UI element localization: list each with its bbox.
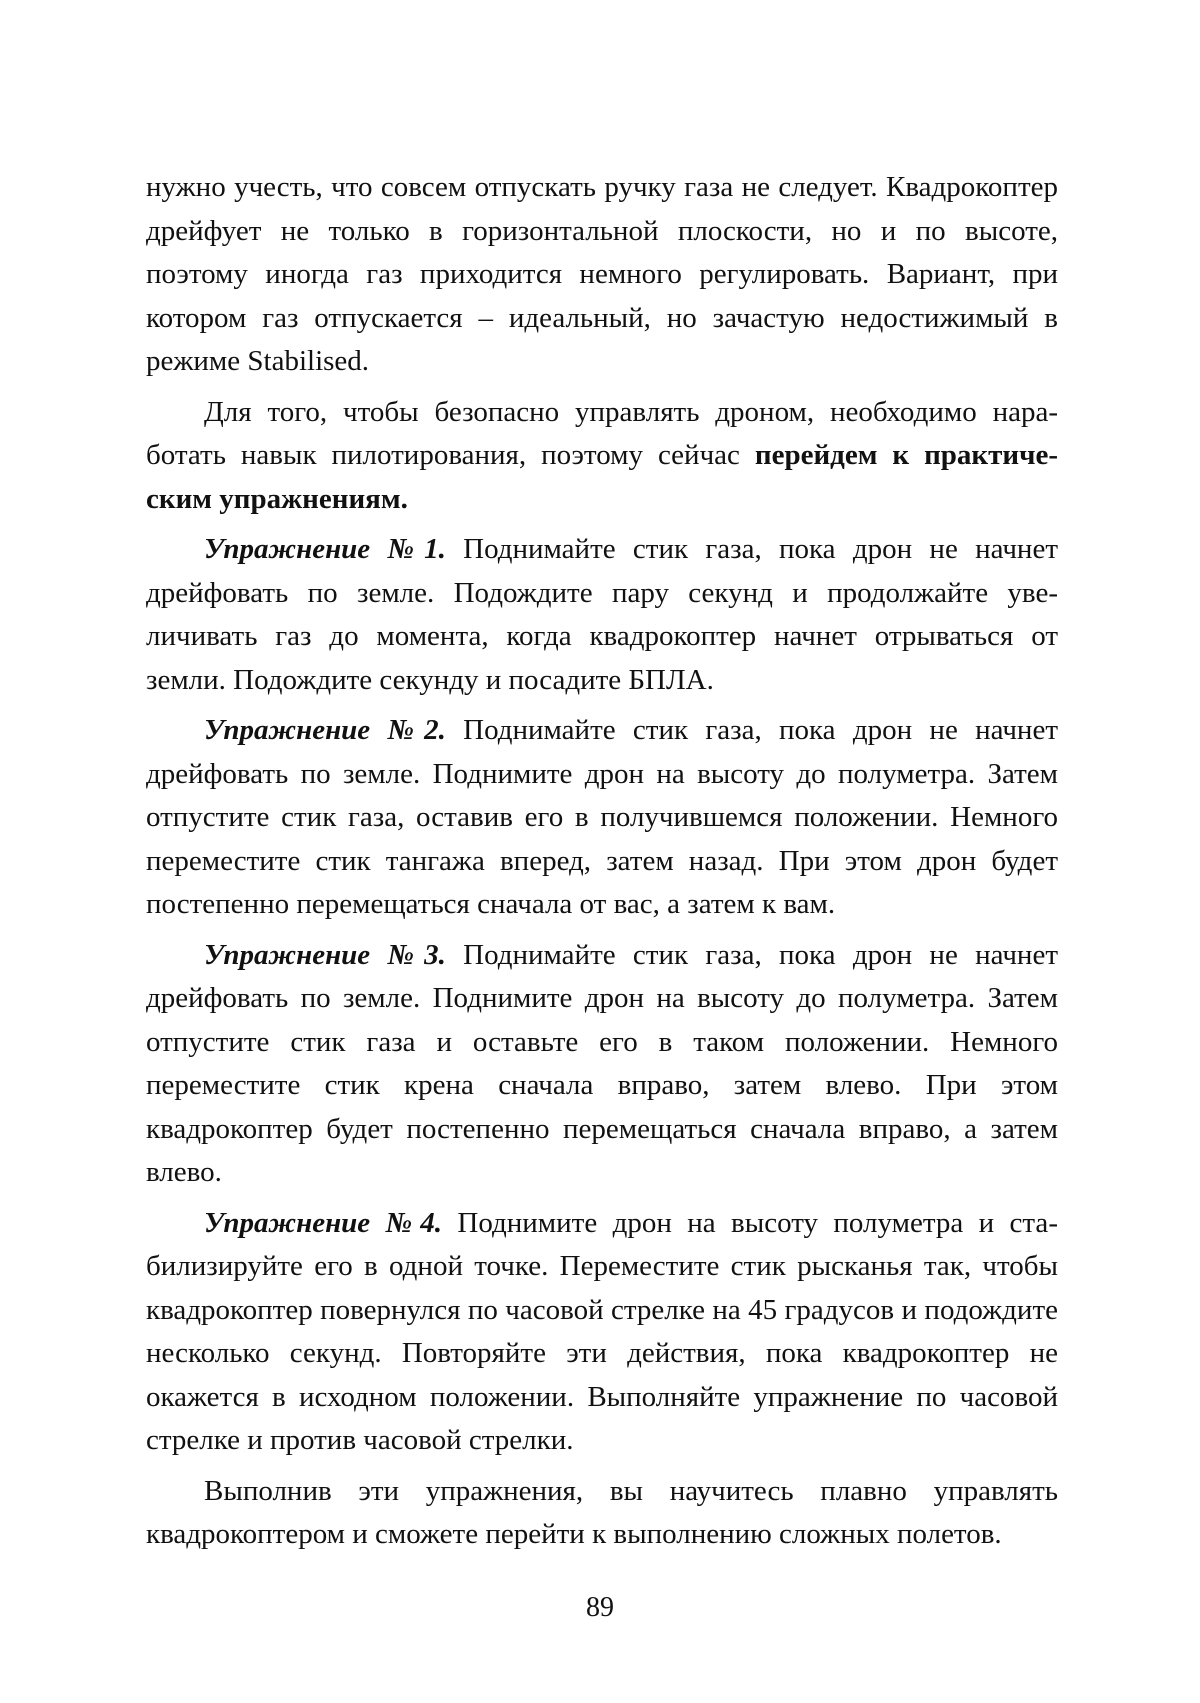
- exercise-2-title: Упражнение №2.: [204, 714, 446, 746]
- page-number: 89: [586, 1592, 614, 1623]
- exercise-3-title: Упражнение №3.: [204, 938, 446, 971]
- exercise-3: [146, 934, 1058, 1195]
- exercise-1: [146, 528, 1058, 702]
- paragraph-intro-continued: нужно учесть, что совсем отпускать ручку газа не следует. Квадрокоптер дрейфует не только в горизонтальной плоскости, но и по высоте, поэтому иногда газ приходится немного регулировать. Вариант, при котором газ отпускается – идеальный, но зачастую недостижимый в режиме Stabilised.: [146, 171, 1058, 377]
- paragraph-skill-text: Для того, чтобы безопасно управлять дроном, необходимо наработать навык пилотирования, поэтому сейчас: [146, 395, 1058, 471]
- exercise-4-title: Упражнение №4.: [204, 1206, 442, 1239]
- exercise-2-text: Поднимайте стик газа, пока дрон не начнет дрейфовать по земле. Поднимите дрон на высоту до полуметра. Затем отпустите стик газа, оставив его в получившемся положении. Немного переместите стик тангажа вперед, затем назад. При этом дрон будет постепенно перемещаться сначала от вас, а затем к вам.: [146, 714, 1058, 920]
- exercise-1-title: Упражнение №1.: [204, 533, 446, 565]
- exercise-1-text: Поднимайте стик газа, пока дрон не начнет дрейфовать по земле. Подождите пару секунд и продолжайте увеличивать газ до момента, когда квадрокоптер начнет отрываться от земли. Подождите секунду и посадите БПЛА.: [146, 533, 1058, 696]
- exercise-4: [146, 1202, 1058, 1463]
- paragraph-skill: [146, 391, 1058, 522]
- paragraph-skill-bold: перейдем к практическим упражнениям.: [146, 439, 1058, 515]
- paragraph-closing: Выполнив эти упражнения, вы научитесь плавно управлять квадрокоптером и сможете перейти к выполнению сложных полетов.: [146, 1474, 1058, 1550]
- page-body: [146, 166, 1058, 1557]
- exercise-3-text: Поднимайте стик газа, пока дрон не начнет дрейфовать по земле. Поднимите дрон на высоту до полуметра. Затем отпустите стик газа и оставьте его в таком положении. Немного переместите стик крена сначала вправо, затем влево. При этом квадрокоптер будет постепенно перемещаться сначала вправо, а затем влево.: [146, 938, 1058, 1188]
- exercise-4-text: Поднимите дрон на высоту полуметра и стабилизируйте его в одной точке. Переместите стик рысканья так, чтобы квадрокоптер повернулся по часовой стрелке на 45 градусов и подождите несколько секунд. Повторяйте эти действия, пока квадрокоптер не окажется в исходном положении. Выполняйте упражнение по часовой стрелке и против часовой стрелки.: [146, 1206, 1058, 1456]
- exercise-2: [146, 709, 1058, 927]
